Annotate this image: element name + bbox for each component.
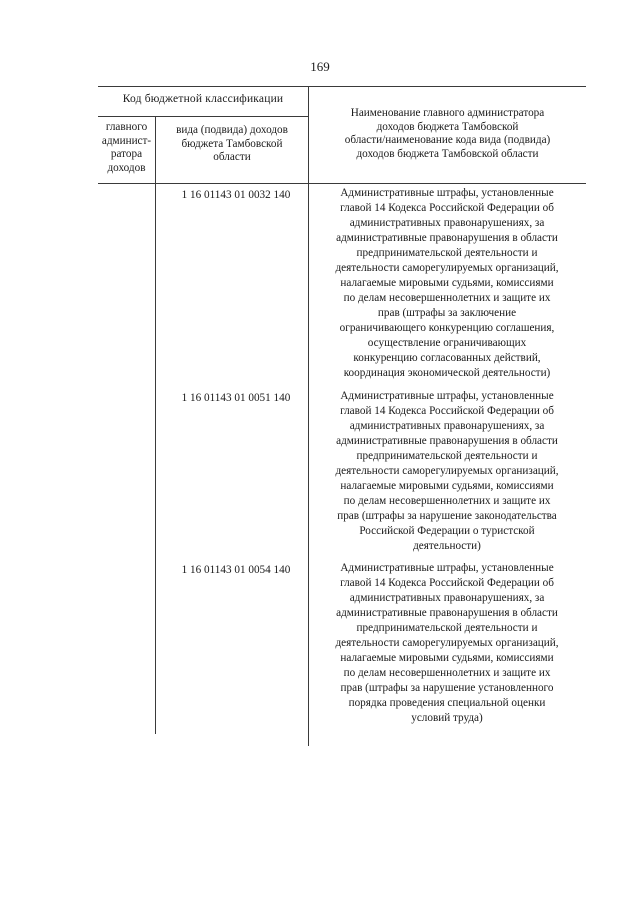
header-bottom-border: [98, 183, 586, 184]
header-col-administrator-line: главного: [105, 121, 148, 133]
header-col-income-type-line: бюджета Тамбовской: [181, 137, 283, 150]
header-col-name-line: области/наименование кода вида (подвида): [344, 134, 551, 146]
header-col-name-line: доходов бюджета Тамбовской: [376, 120, 519, 133]
row-description: [316, 186, 578, 381]
column-divider-1: [155, 116, 156, 734]
row-description-line: координация экономической деятельности): [343, 367, 551, 379]
header-col-name: [309, 107, 586, 161]
row-description-line: Российской Федерации о туристской: [359, 525, 535, 537]
header-col-name-line: Наименование главного администратора: [350, 107, 545, 119]
row-description-line: по делам несовершеннолетних и защите их: [343, 292, 551, 304]
row-description-line: деятельности саморегулируемых организаций,: [335, 262, 559, 274]
header-col-administrator-line: доходов: [107, 161, 146, 174]
row-description-line: деятельности саморегулируемых организаций,: [335, 637, 559, 649]
row-description-line: деятельности саморегулируемых организаций,: [335, 465, 559, 477]
row-description-line: по делам несовершеннолетних и защите их: [343, 495, 551, 507]
row-description-line: административных правонарушениях, за: [349, 420, 545, 432]
row-description: [316, 561, 578, 726]
group-header-underline: [98, 116, 308, 117]
row-description-line: административных правонарушениях, за: [349, 217, 545, 229]
row-description-line: порядка проведения специальной оценки: [348, 697, 546, 709]
header-col-administrator-line: ратора: [110, 148, 143, 160]
header-col-income-type: [156, 124, 308, 165]
row-description-line: Административные штрафы, установленные: [340, 390, 554, 402]
header-col-administrator: [98, 121, 155, 175]
header-col-name-line: доходов бюджета Тамбовской области: [356, 147, 539, 160]
row-code: 1 16 01143 01 0054 140: [181, 564, 291, 576]
row-description-line: главой 14 Кодекса Российской Федерации об: [340, 202, 554, 214]
row-description-line: прав (штрафы за нарушение установленного: [340, 682, 554, 694]
row-description-line: административных правонарушениях, за: [349, 592, 545, 604]
row-description-line: административные правонарушения в области: [336, 232, 558, 244]
row-description: [316, 389, 578, 554]
header-col-administrator-line: админист-: [101, 134, 152, 147]
header-col-income-type-line: вида (подвида) доходов: [176, 124, 288, 136]
column-divider-2: [308, 86, 309, 746]
row-description-line: налагаемые мировыми судьями, комиссиями: [340, 652, 554, 664]
header-col-income-type-line: области: [213, 151, 251, 163]
row-description-line: ограничивающего конкуренцию соглашения,: [339, 322, 555, 334]
page-number: 169: [310, 59, 330, 74]
row-description-line: Административные штрафы, установленные: [340, 562, 554, 574]
row-description-line: главой 14 Кодекса Российской Федерации об: [340, 577, 554, 589]
row-code: 1 16 01143 01 0051 140: [181, 392, 291, 404]
row-code: 1 16 01143 01 0032 140: [181, 189, 291, 201]
row-description-line: главой 14 Кодекса Российской Федерации об: [340, 405, 554, 417]
row-description-line: прав (штрафы за нарушение законодательства: [337, 510, 557, 522]
row-description-line: налагаемые мировыми судьями, комиссиями: [340, 480, 554, 492]
table-top-border: [98, 86, 586, 87]
row-description-line: предпринимательской деятельности и: [356, 450, 538, 462]
row-description-line: административные правонарушения в области: [336, 607, 558, 619]
row-description-line: осуществление ограничивающих: [367, 337, 527, 349]
row-description-line: деятельности): [413, 540, 481, 552]
row-description-line: предпринимательской деятельности и: [356, 622, 538, 634]
row-description-line: конкуренцию согласованных действий,: [353, 352, 541, 364]
row-description-line: прав (штрафы за заключение: [377, 307, 517, 319]
row-description-line: по делам несовершеннолетних и защите их: [343, 667, 551, 679]
row-description-line: административные правонарушения в области: [336, 435, 558, 447]
row-description-line: условий труда): [411, 712, 483, 724]
group-header-title: Код бюджетной классификации: [122, 93, 284, 105]
row-description-line: предпринимательской деятельности и: [356, 247, 538, 259]
row-description-line: Административные штрафы, установленные: [340, 187, 554, 199]
row-description-line: налагаемые мировыми судьями, комиссиями: [340, 277, 554, 289]
